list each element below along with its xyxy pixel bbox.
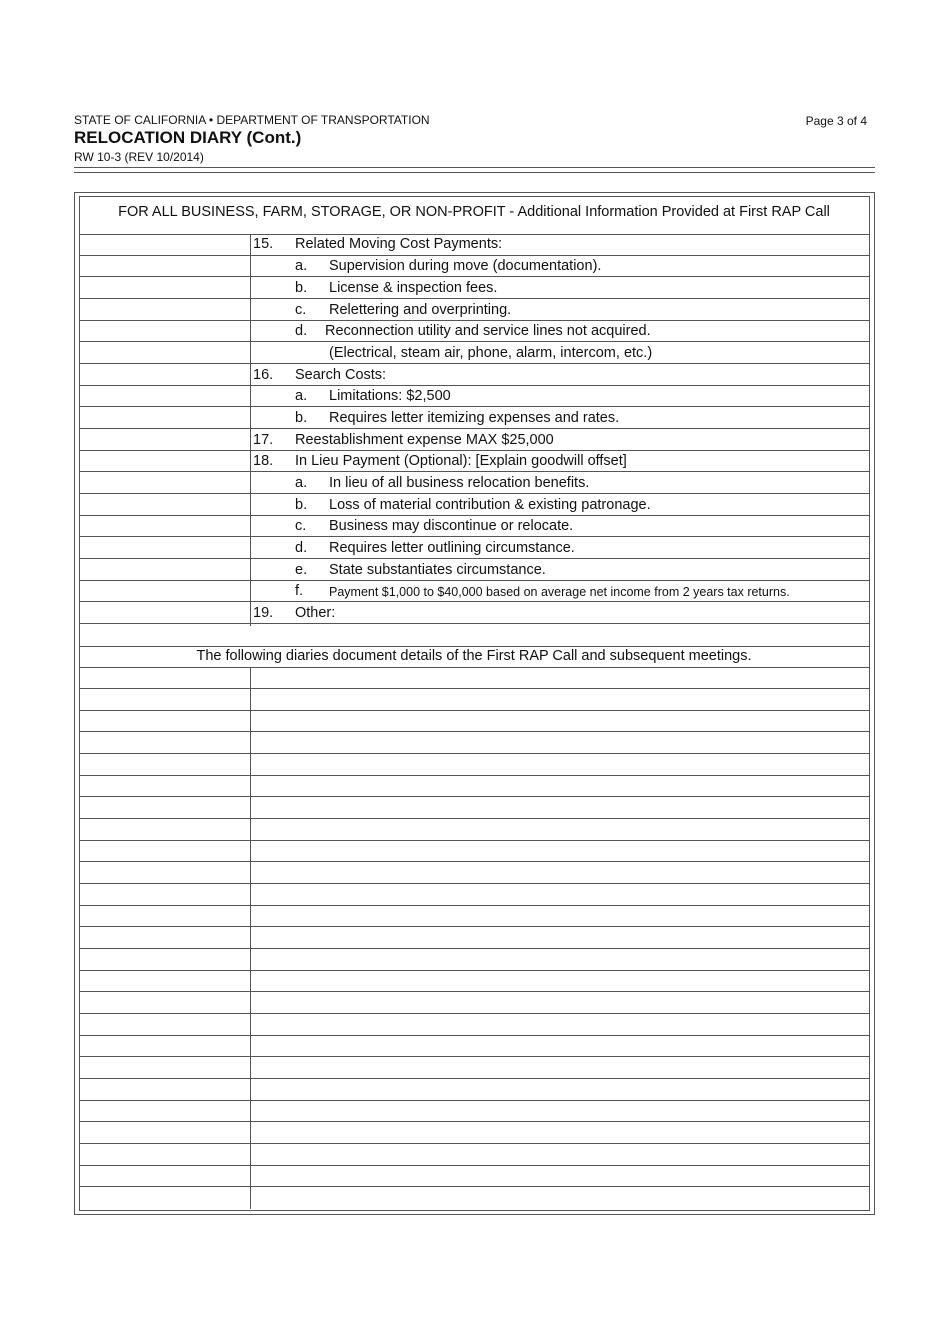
diary-entry-row[interactable]	[79, 1058, 869, 1079]
item-number: 16.	[253, 367, 274, 383]
page-number: Page 3 of 4	[805, 114, 867, 128]
section-title-divider	[79, 214, 869, 235]
diary-entry-row[interactable]	[79, 1188, 869, 1209]
diary-note-divider	[79, 647, 869, 668]
diary-entry-row[interactable]	[79, 1123, 869, 1144]
checklist-row[interactable]	[79, 386, 869, 407]
item-text: Payment $1,000 to $40,000 based on average net income from 2 years tax returns.	[329, 585, 790, 599]
item-text: Relettering and overprinting.	[329, 302, 512, 318]
diary-entry-row[interactable]	[79, 733, 869, 754]
item-text: Business may discontinue or relocate.	[329, 518, 574, 534]
diary-entry-row[interactable]	[79, 776, 869, 797]
item-text: Requires letter itemizing expenses and rates.	[329, 410, 620, 426]
item-letter: e.	[295, 562, 308, 578]
item-letter: c.	[295, 302, 307, 318]
diary-entry-row[interactable]	[79, 1101, 869, 1122]
item-letter: a.	[295, 388, 308, 404]
form-title: RELOCATION DIARY (Cont.)	[74, 128, 302, 147]
item-letter: a.	[295, 258, 308, 274]
diary-entry-row[interactable]	[79, 1166, 869, 1187]
diary-entry-row[interactable]	[79, 820, 869, 841]
item-number: 17.	[253, 432, 274, 448]
diary-entry-row[interactable]	[79, 690, 869, 711]
item-text: Search Costs:	[295, 367, 387, 383]
diary-entry-row[interactable]	[79, 711, 869, 732]
item-letter: b.	[295, 280, 308, 296]
diary-entry-row[interactable]	[79, 906, 869, 927]
item-text: In lieu of all business relocation benefits.	[329, 475, 590, 491]
header-rule-top	[74, 167, 875, 168]
item-letter: b.	[295, 410, 308, 426]
form-id: RW 10-3 (REV 10/2014)	[74, 150, 204, 164]
diary-entry-row[interactable]	[79, 928, 869, 949]
item-text: Reestablishment expense MAX $25,000	[295, 432, 554, 448]
diary-entry-row[interactable]	[79, 1080, 869, 1101]
item-text: Limitations: $2,500	[329, 388, 451, 404]
item-text: Reconnection utility and service lines not acquired.	[325, 323, 651, 339]
diary-entry-row[interactable]	[79, 798, 869, 819]
item-text: License & inspection fees.	[329, 280, 498, 296]
diary-entry-row[interactable]	[79, 755, 869, 776]
diary-entry-row[interactable]	[79, 668, 869, 689]
diary-entry-row[interactable]	[79, 993, 869, 1014]
item-number: 19.	[253, 605, 274, 621]
checklist-row[interactable]	[79, 603, 869, 624]
item-text: Loss of material contribution & existing patronage.	[329, 497, 651, 513]
diary-entry-row[interactable]	[79, 863, 869, 884]
blank-row[interactable]	[79, 626, 869, 647]
item-text: Requires letter outlining circumstance.	[329, 540, 575, 556]
item-number: 15.	[253, 236, 274, 252]
diary-entry-row[interactable]	[79, 950, 869, 971]
item-text: Supervision during move (documentation).	[329, 258, 602, 274]
item-number: 18.	[253, 453, 274, 469]
item-letter: d.	[295, 540, 308, 556]
item-letter: b.	[295, 497, 308, 513]
diary-entry-row[interactable]	[79, 1145, 869, 1166]
agency-name: STATE OF CALIFORNIA • DEPARTMENT OF TRANSPORTATION	[74, 113, 430, 127]
item-text: (Electrical, steam air, phone, alarm, intercom, etc.)	[329, 345, 653, 361]
item-letter: f.	[295, 583, 304, 599]
header-rule-bottom	[74, 172, 875, 173]
diary-entry-row[interactable]	[79, 1036, 869, 1057]
diary-entry-row[interactable]	[79, 971, 869, 992]
diary-entry-row[interactable]	[79, 1015, 869, 1036]
item-text: State substantiates circumstance.	[329, 562, 546, 578]
diary-entry-row[interactable]	[79, 885, 869, 906]
diary-entry-row[interactable]	[79, 841, 869, 862]
item-text: Other:	[295, 605, 336, 621]
diary-note: The following diaries document details of the First RAP Call and subsequent meetings.	[196, 648, 752, 664]
item-letter: c.	[295, 518, 307, 534]
checklist-row[interactable]	[79, 365, 869, 386]
item-letter: a.	[295, 475, 308, 491]
item-text: In Lieu Payment (Optional): [Explain goodwill offset]	[295, 453, 627, 469]
item-text: Related Moving Cost Payments:	[295, 236, 503, 252]
item-letter: d.	[295, 323, 308, 339]
section-title: FOR ALL BUSINESS, FARM, STORAGE, OR NON-PROFIT - Additional Information Provided at First RAP Call	[118, 204, 830, 220]
